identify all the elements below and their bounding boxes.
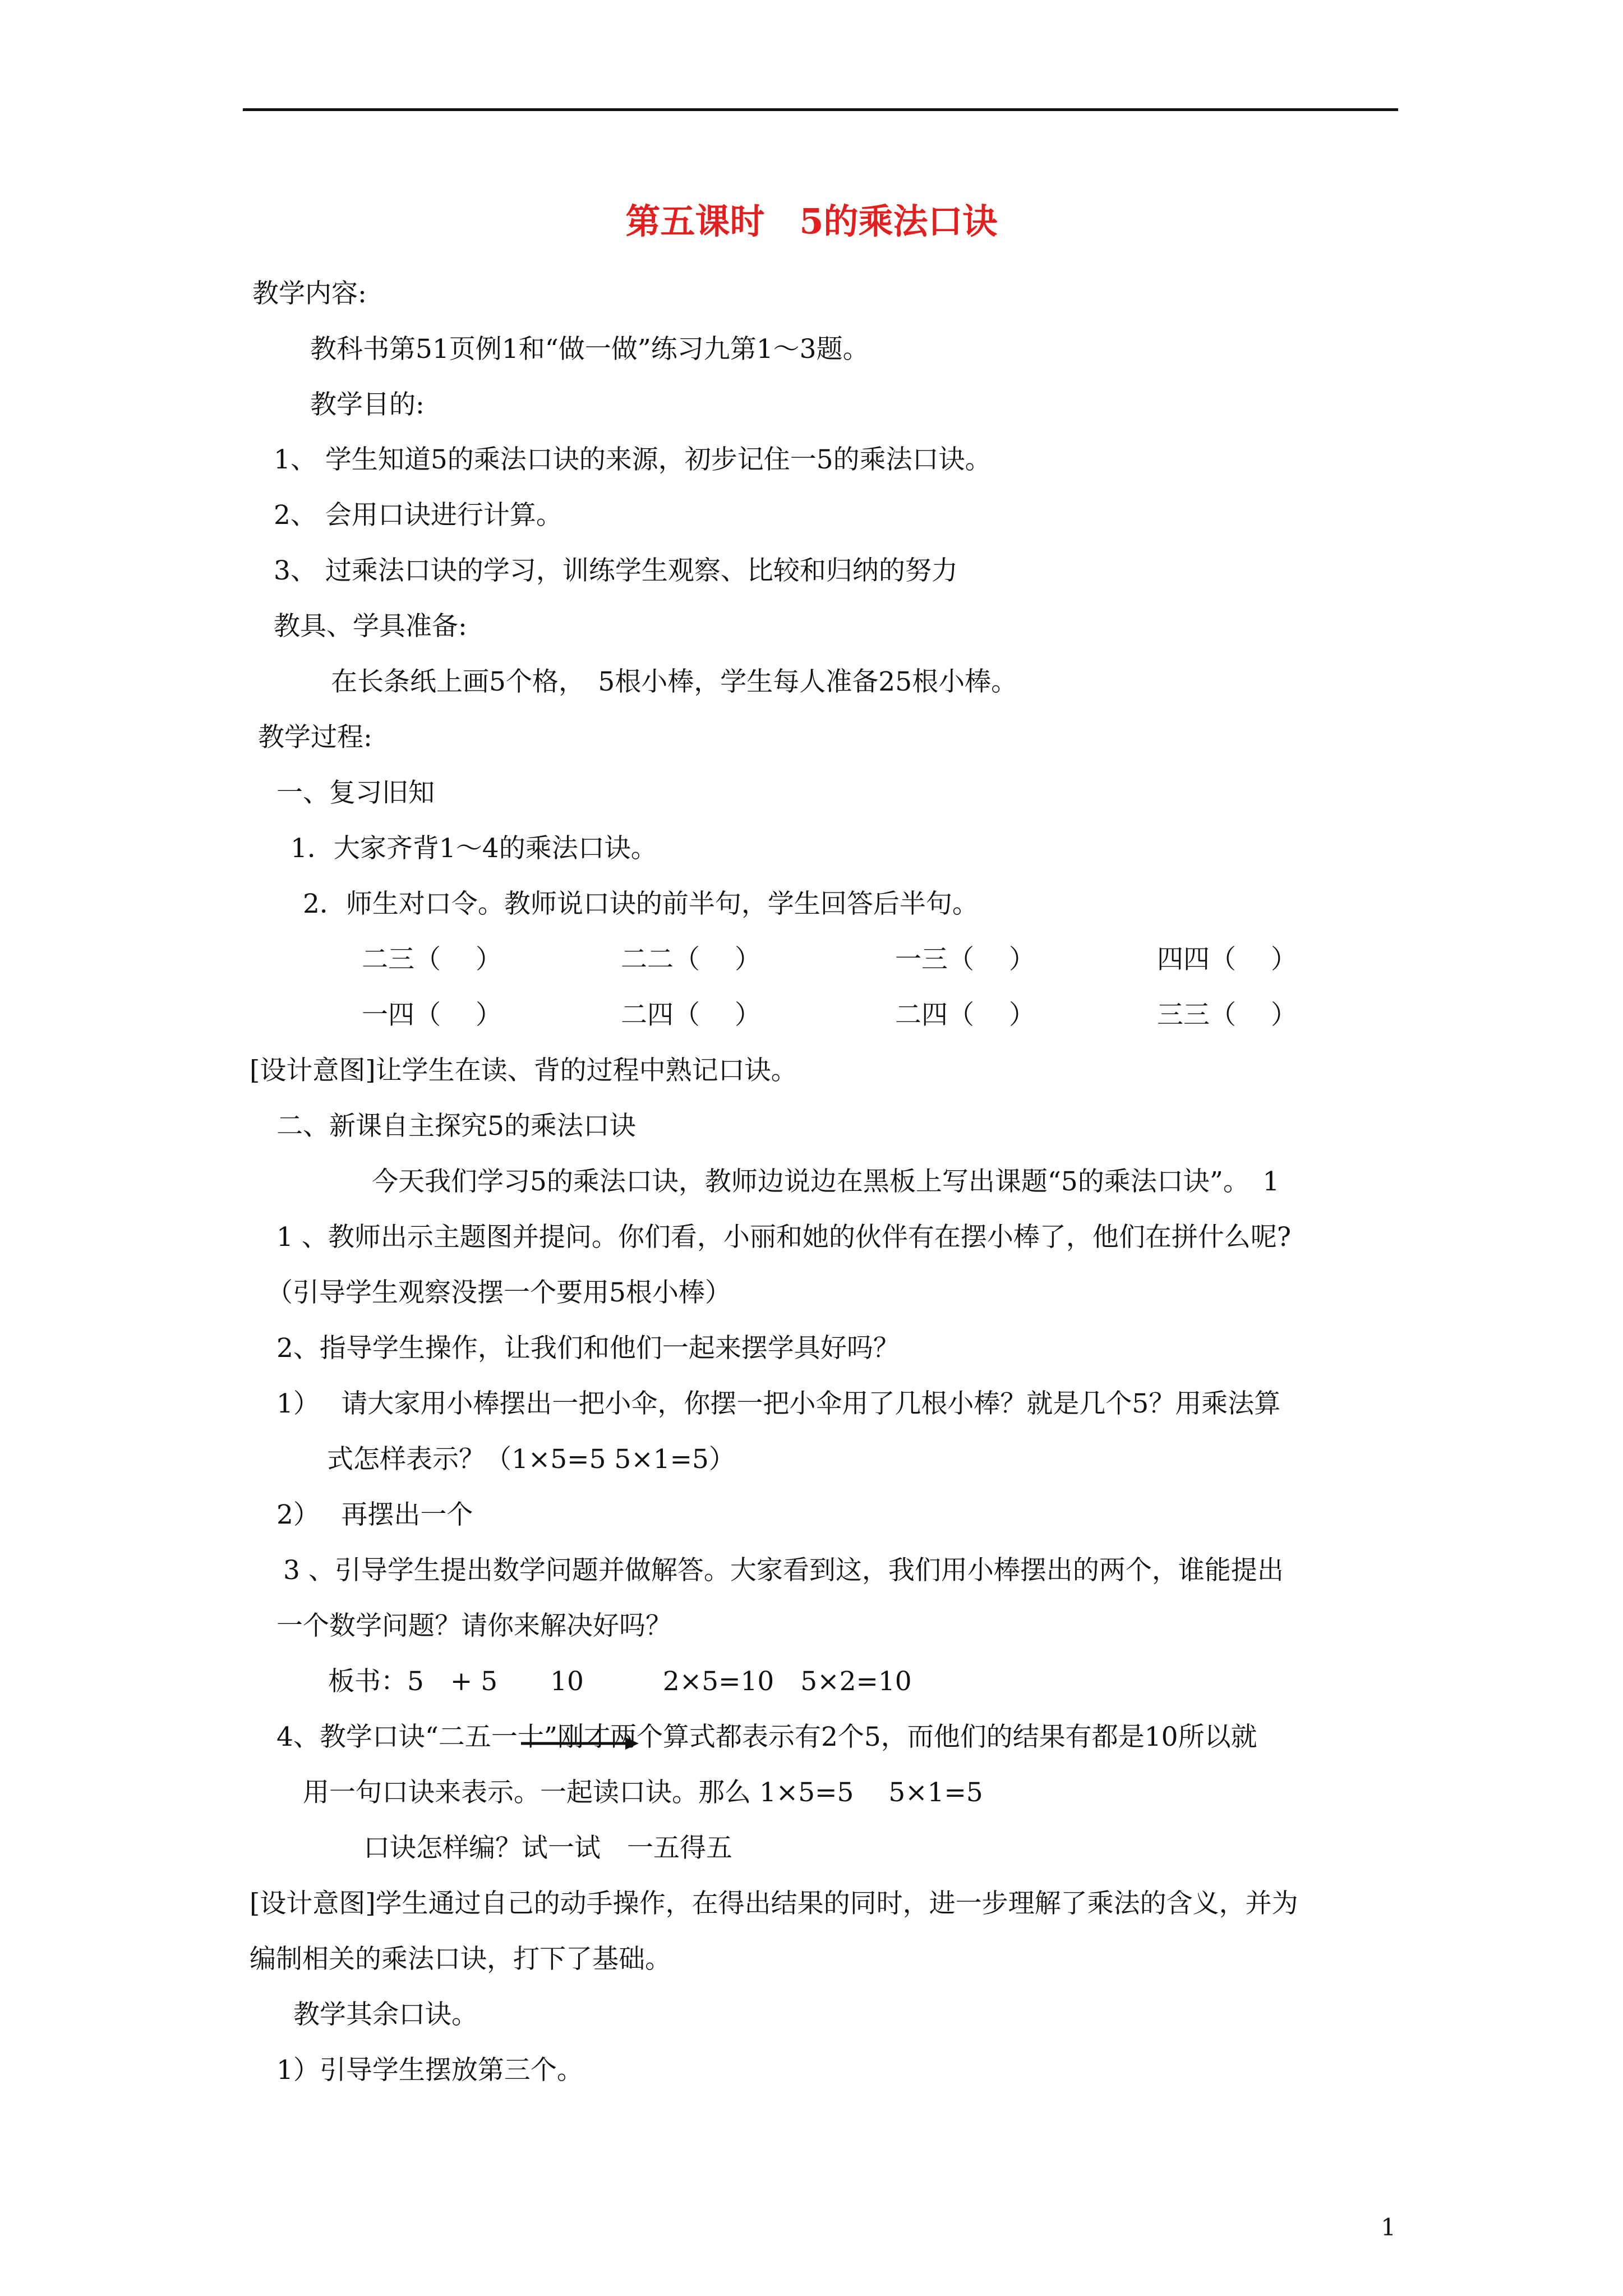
- page-title: 第五课时 5的乘法口诀: [625, 201, 998, 242]
- rest-item-1: 1）引导学生摆放第三个。: [276, 2055, 583, 2086]
- tools-label: 教具、学具准备:: [274, 611, 467, 642]
- step-4-cont: 用一句口诀来表示。一起读口诀。那么 1×5=5 5×1=5: [303, 1777, 983, 1808]
- board-notes: 板书：5 + 5 10 2×5=10 5×2=10: [328, 1666, 912, 1697]
- section-heading-1: 一、复习旧知: [276, 777, 435, 808]
- drill-cell: 二四（ ）: [895, 1000, 1035, 1030]
- section-heading-2: 二、新课自主探究5的乘法口诀: [276, 1111, 636, 1142]
- sub-step-1-cont: 式怎样表示？（1×5=5 5×1=5）: [327, 1444, 735, 1475]
- goal-label: 教学目的:: [310, 389, 425, 420]
- drill-cell: 二四（ ）: [621, 1000, 761, 1030]
- process-label: 教学过程:: [258, 722, 372, 753]
- review-item-1: 1．大家齐背1～4的乘法口诀。: [291, 833, 657, 864]
- goal-item-2: 2、 会用口诀进行计算。: [274, 500, 562, 531]
- content-text: 教科书第51页例1和“做一做”练习九第1～3题。: [310, 334, 869, 365]
- tools-text: 在长条纸上画5个格， 5根小棒，学生每人准备25根小棒。: [331, 666, 1018, 697]
- design-intent-2: [设计意图]学生通过自己的动手操作，在得出结果的同时，进一步理解了乘法的含义，并为: [250, 1888, 1298, 1919]
- sub-step-2: 2） 再摆出一个: [276, 1499, 473, 1530]
- page-number: 1: [1381, 2214, 1396, 2241]
- rest-label: 教学其余口诀。: [293, 1999, 478, 2030]
- step-3-cont: 一个数学问题？请你来解决好吗？: [276, 1611, 672, 1641]
- drill-cell: 四四（ ）: [1157, 944, 1297, 975]
- step-2: 2、指导学生操作，让我们和他们一起来摆学具好吗？: [276, 1333, 900, 1364]
- intro-text: 今天我们学习5的乘法口诀，教师边说边在黑板上写出课题“5的乘法口诀”。 1: [372, 1166, 1280, 1197]
- step-3: 3 、引导学生提出数学问题并做解答。大家看到这，我们用小棒摆出的两个，谁能提出: [283, 1555, 1284, 1586]
- sub-step-1: 1） 请大家用小棒摆出一把小伞，你摆一把小伞用了几根小棒？就是几个5？用乘法算: [276, 1388, 1281, 1419]
- review-item-2: 2．师生对口令。教师说口诀的前半句，学生回答后半句。: [303, 889, 979, 919]
- goal-item-1: 1、 学生知道5的乘法口诀的来源，初步记住一5的乘法口诀。: [274, 444, 992, 475]
- goal-item-3: 3、 过乘法口诀的学习，训练学生观察、比较和归纳的努力: [274, 555, 958, 586]
- drill-cell: 一四（ ）: [362, 1000, 502, 1030]
- step-1-note: （引导学生观察没摆一个要用5根小棒）: [266, 1277, 731, 1308]
- step-1: 1 、教师出示主题图并提问。你们看，小丽和她的伙伴有在摆小棒了，他们在拼什么呢?: [276, 1222, 1292, 1253]
- design-intent-2-cont: 编制相关的乘法口诀，打下了基础。: [250, 1944, 671, 1975]
- content-label: 教学内容:: [252, 278, 367, 309]
- header-rule: [243, 108, 1398, 111]
- step-4: 4、教学口诀“二五一十”刚才两个算式都表示有2个5，而他们的结果有都是10所以就: [276, 1722, 1257, 1752]
- drill-cell: 二二（ ）: [621, 944, 761, 975]
- step-4-try: 口诀怎样编？试一试 一五得五: [363, 1833, 732, 1864]
- drill-cell: 三三（ ）: [1157, 1000, 1297, 1030]
- drill-cell: 二三（ ）: [362, 944, 502, 975]
- drill-cell: 一三（ ）: [895, 944, 1035, 975]
- design-intent-1: [设计意图]让学生在读、背的过程中熟记口诀。: [250, 1055, 797, 1086]
